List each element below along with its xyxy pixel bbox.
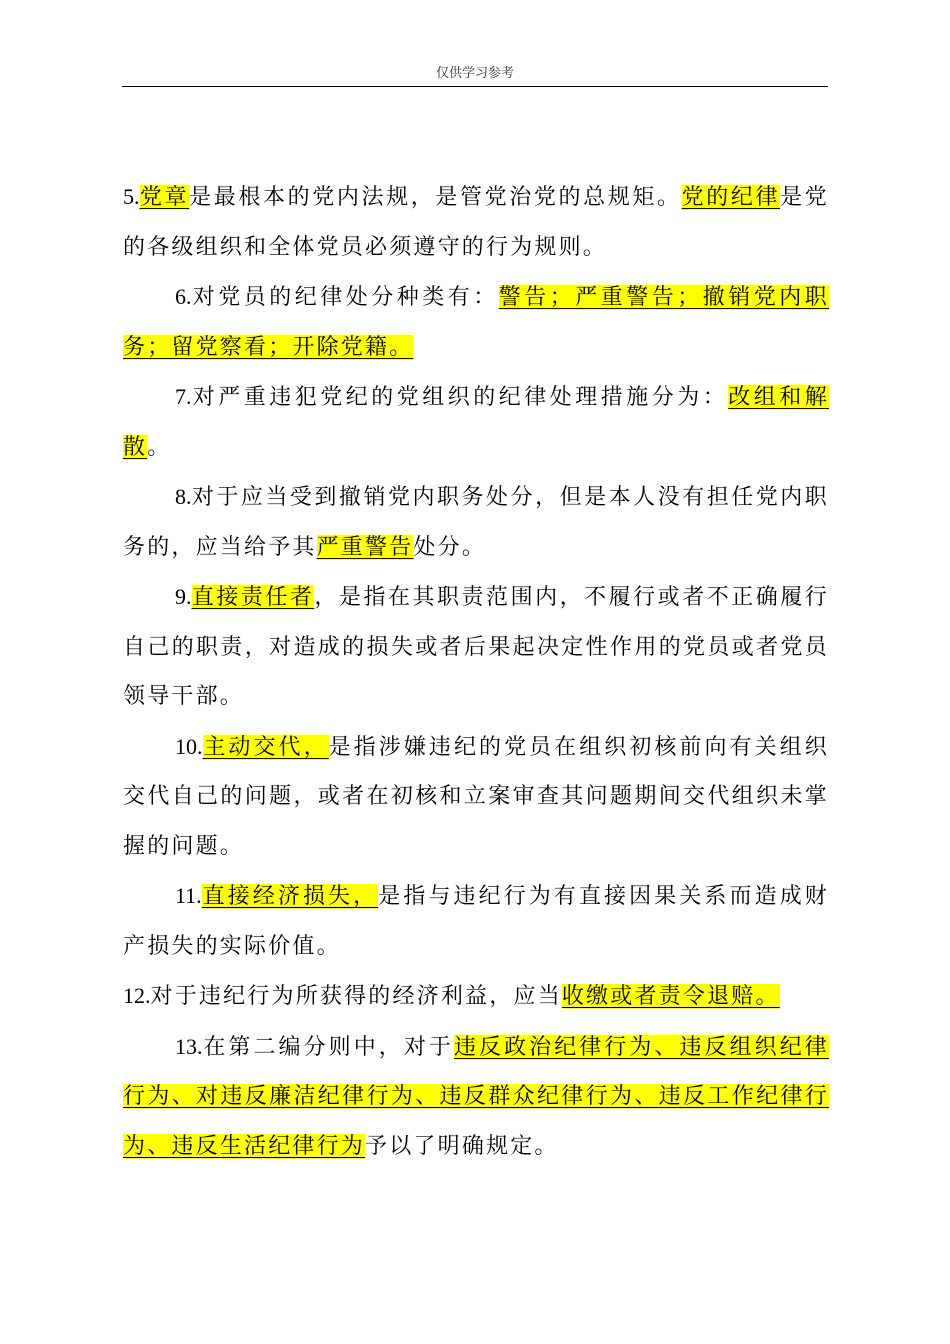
list-item (123, 871, 829, 971)
body-text: 。 (147, 434, 172, 460)
highlighted-term: 党的纪律 (681, 185, 781, 210)
body-text: 予以了明确规定。 (365, 1133, 559, 1159)
highlighted-answer: 违反政治纪律行为、违反组织纪律行为、对违反廉洁纪律行为、违反群众纪律行为、违反工作纪律行为、违反生活纪律行为 (123, 1034, 829, 1159)
item-number: 8. (175, 484, 192, 509)
item-number: 9. (175, 584, 192, 609)
header-divider (122, 86, 828, 87)
item-number: 7. (175, 384, 192, 409)
item-number: 5. (123, 184, 140, 209)
highlighted-term: 直接责任者 (191, 585, 315, 610)
body-text: 对于应当受到撤销党内职务处分，但是本人没有担任党内职务的，应当给予其 (123, 485, 829, 560)
body-text: 在第二编分则中，对于 (202, 1034, 454, 1060)
body-text: 对于违纪行为所获得的经济利益，应当 (150, 984, 562, 1009)
item-number: 11. (175, 883, 202, 908)
list-item (123, 1022, 829, 1172)
list-item (123, 372, 829, 472)
highlighted-term: 主动交代， (202, 734, 329, 760)
body-text: ，是指在其职责范围内，不履行或者不正确履行自己的职责，对造成的损失或者后果起决定性作用的党员或者党员领导干部。 (123, 585, 829, 709)
highlighted-answer: 严重警告 (316, 534, 414, 560)
list-item (123, 472, 829, 572)
page-header: 仅供学习参考 (435, 66, 514, 81)
body-text: 对严重违犯党纪的党组织的纪律处理措施分为： (191, 385, 729, 410)
body-text: 处分。 (413, 534, 487, 560)
body-text: 是最根本的党内法规，是管党治党的总规矩。 (189, 185, 682, 210)
body-text: 是指涉嫌违纪的党员在组织初核前向有关组织交代自己的问题，或者在初核和立案审查其问题期间交代组织未掌握的问题。 (123, 734, 829, 859)
body-text: 是指与违纪行为有直接因果关系而造成财产损失的实际价值。 (123, 884, 829, 959)
highlighted-term: 直接经济损失， (201, 884, 379, 909)
list-item (123, 722, 829, 872)
item-number: 10. (175, 733, 203, 759)
highlighted-answer: 收缴或者责令退赔。 (561, 984, 780, 1009)
item-number: 12. (123, 983, 151, 1008)
body-text: 对党员的纪律处分种类有： (191, 285, 499, 310)
list-item (123, 971, 829, 1022)
item-number: 6. (175, 284, 192, 309)
body-text: 是党的各级组织和全体党员必须遵守的行为规则。 (123, 185, 829, 260)
highlighted-answer: 改组和解散 (123, 385, 829, 460)
document-body (123, 172, 829, 1171)
list-item (123, 572, 829, 722)
list-item (123, 172, 829, 272)
highlighted-answer: 警告；严重警告；撤销党内职务；留党察看；开除党籍。 (123, 285, 829, 360)
list-item (123, 272, 829, 372)
highlighted-term: 党章 (139, 185, 190, 210)
item-number: 13. (175, 1033, 203, 1059)
